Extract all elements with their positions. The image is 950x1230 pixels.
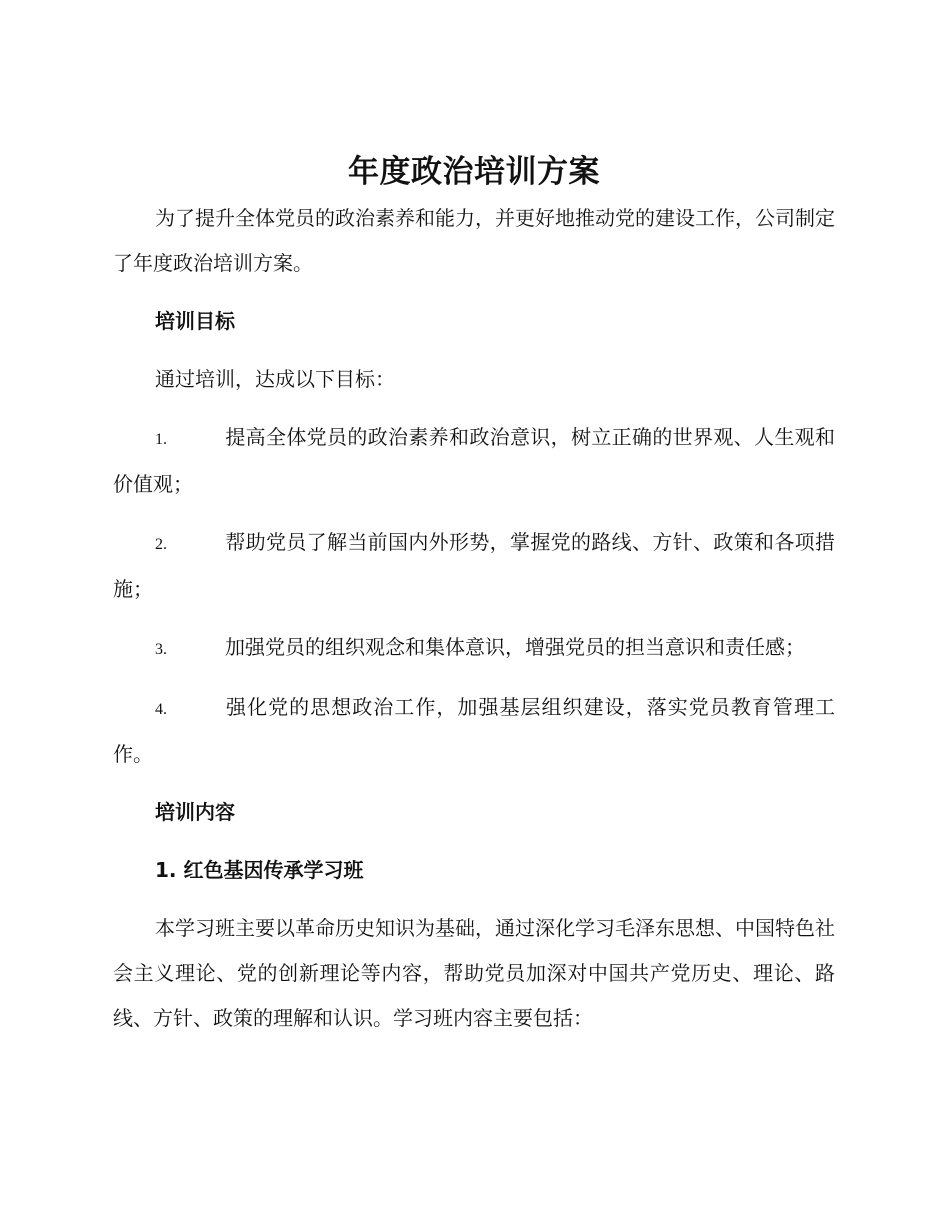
subsection-heading: 1. 红色基因传承学习班 (155, 858, 364, 882)
goal-item-3 (113, 625, 835, 672)
list-item-text: 强化党的思想政治工作，加强基层组织建设，落实党员教育管理工作。 (113, 695, 835, 766)
list-number: 2. (155, 536, 167, 553)
goal-item-1 (113, 415, 835, 507)
section-heading-goals: 培训目标 (155, 309, 235, 333)
section-heading-content: 培训内容 (155, 800, 235, 824)
list-item-text: 提高全体党员的政治素养和政治意识，树立正确的世界观、人生观和价值观； (113, 425, 835, 496)
list-number: 3. (155, 641, 167, 658)
goals-lead-paragraph: 通过培训，达成以下目标： (155, 367, 395, 391)
document-title: 年度政治培训方案 (348, 154, 600, 190)
goal-item-2 (113, 520, 835, 612)
content-body-paragraph: 本学习班主要以革命历史知识为基础，通过深化学习毛泽东思想、中国特色社会主义理论、党的创新理论等内容，帮助党员加深对中国共产党历史、理论、路线、方针、政策的理解和认识。学习班内容主要包括： (113, 916, 835, 1030)
list-number: 4. (155, 701, 167, 718)
document-page (113, 150, 835, 1041)
intro-paragraph: 为了提升全体党员的政治素养和能力，并更好地推动党的建设工作，公司制定了年度政治培训方案。 (113, 206, 835, 275)
list-number: 1. (155, 431, 167, 448)
list-item-text: 帮助党员了解当前国内外形势，掌握党的路线、方针、政策和各项措施； (113, 530, 835, 601)
list-item-text: 加强党员的组织观念和集体意识，增强党员的担当意识和责任感； (225, 635, 805, 659)
goal-item-4 (113, 685, 835, 777)
